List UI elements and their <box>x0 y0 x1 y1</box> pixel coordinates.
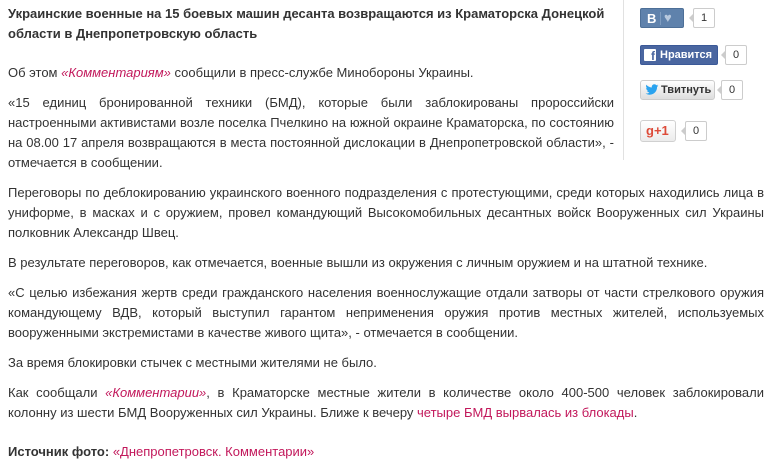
photo-source-link[interactable]: «Днепропетровск. Комментарии» <box>112 444 315 459</box>
vk-letter: В <box>647 11 657 26</box>
article-title: Украинские военные на 15 боевых машин десанта возвращаются из Краматорска Донецкой области в Днепропетровскую область <box>8 6 605 41</box>
kommentarii-link[interactable]: «Комментариям» <box>61 65 171 80</box>
paragraph-text: Об этом <box>8 65 62 80</box>
twitter-tweet-label: Твитнуть <box>661 84 712 96</box>
paragraph-text: сообщили в пресс-службе Минобороны Украины. <box>170 65 474 80</box>
related-article-link[interactable]: четыре БМД вырвалась из блокады <box>417 405 634 420</box>
facebook-icon: f <box>644 49 656 61</box>
heart-icon: ♥ <box>664 10 672 25</box>
photo-source <box>8 442 764 462</box>
article-paragraph-6: За время блокировки стычек с местными жителями не было. <box>8 355 377 370</box>
facebook-like-label: Нравится <box>660 49 713 61</box>
vk-divider <box>660 12 661 25</box>
vk-like-count: 1 <box>693 8 715 28</box>
article-paragraph-2: «15 единиц бронированной техники (БМД), которые были заблокированы пророссийски настроенными активистами возле поселка Пчелкино на южной окраине Краматорска, по состоянию на 08.00 17 апреля возвращаются в места постоянной дислокации в Днепропетровской области», - отмечается в сообщении. <box>8 95 614 170</box>
kommentarii-link[interactable]: «Комментарии» <box>105 385 207 400</box>
gplus-count: 0 <box>685 121 707 141</box>
facebook-like-count: 0 <box>725 45 747 65</box>
article-paragraph-4: В результате переговоров, как отмечается, военные вышли из окружения с личным оружием и на штатной технике. <box>8 255 708 270</box>
article-paragraph-1 <box>8 63 614 83</box>
article-body <box>8 63 764 472</box>
twitter-tweet-count: 0 <box>721 80 743 100</box>
article-paragraph-7 <box>8 383 764 423</box>
article-paragraph-3: Переговоры по деблокированию украинского военного подразделения с протестующими, среди которых находились лица в униформе, в масках и с оружием, провел командующий Высокомобильных десантных войск Вооруженных сил Украины полковник Александр Швец. <box>8 185 764 240</box>
vk-like-button[interactable] <box>640 8 684 28</box>
paragraph-text: Как сообщали <box>8 385 106 400</box>
article-paragraph-5: «С целью избежания жертв среди гражданского населения военнослужащие отдали затворы от части стрелкового оружия командующему ВДВ, который выступил гарантом неприменения оружия против местных жителей, используемых вооруженными экстремистами в качестве живого щита», - отмечается в сообщении. <box>8 285 764 340</box>
paragraph-text: , в Краматорске местные жители в количестве около 400-500 человек заблокировали колонну из шести БМД Вооруженных сил Украины. Ближе к вечеру <box>8 385 764 420</box>
facebook-like-button[interactable] <box>640 45 718 65</box>
gplus-label: g+1 <box>646 123 669 138</box>
paragraph-text: . <box>633 405 638 420</box>
photo-source-label: Источник фото: <box>8 444 110 459</box>
